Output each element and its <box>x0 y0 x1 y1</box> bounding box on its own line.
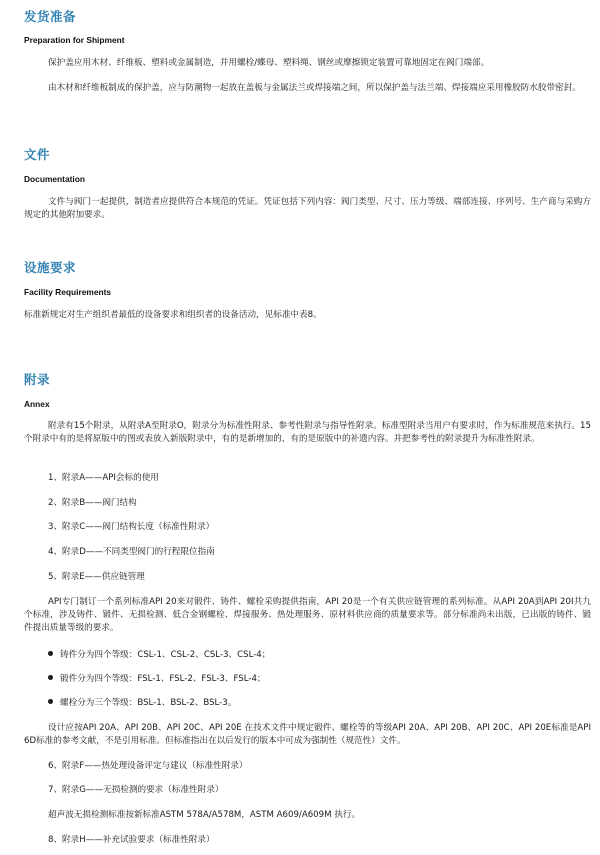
bullet-item <box>48 649 270 662</box>
bullet-icon <box>48 651 53 656</box>
paragraph: 保护盖应用木材、纤维板、塑料或金属制造，并用螺栓/蝶母、塑料绳、钢丝或摩擦锁定装置可靠地固定在阀门端部。 <box>48 58 490 68</box>
paragraph: 超声波无损检测标准按新标准ASTM 578A/A578M，ASTM A609/A609M 执行。 <box>48 810 361 820</box>
list-item: 3、附录C——阀门结构长度（标准性附录） <box>48 522 215 532</box>
section-title-facility: 设施要求 <box>24 260 77 275</box>
list-item: 4、附录D——不同类型阀门的行程限位指南 <box>48 547 215 557</box>
section-title-documentation: 文件 <box>24 147 51 162</box>
section-subtitle-facility: Facility Requirements <box>24 287 112 297</box>
list-item: 8、附录H——补充试验要求（标准性附录） <box>48 835 215 845</box>
bullet-item <box>48 697 236 710</box>
paragraph: API专门制订一个系列标准API 20来对锻件、铸件、螺栓采购提供指南，API 20是一个有关供应链管理的系列标准。从API 20A到API 20I共九个标准，涉及铸件、锻件、无损检测、低合金钢螺栓、焊接服务、热处理服务、原材料供应商的质量要求等。部分标准尚未出版，已出版的铸件、锻件提出质量等级的要求。 <box>24 597 591 633</box>
paragraph: 由木材和纤维板制成的保护盖，应与防潮物一起放在盖板与金属法兰或焊接端之间，所以保护盖与法兰端、焊接端应采用橡胶防水胶带密封。 <box>48 83 581 93</box>
list-item: 1、附录A——API会标的使用 <box>48 473 159 483</box>
section-title-shipment: 发货准备 <box>24 9 77 24</box>
paragraph: 附录有15个附录，从附录A至附录O，附录分为标准性附录、参考性附录与指导性附录。标准型附录当用户有要求时，作为标准规范来执行。15个附录中有的是将原版中的图或表放入新版附录中，有的是新增加的，有的是原版中的补遗内容。并把参考性的附录提升为标准性附录。 <box>24 421 591 444</box>
bullet-icon <box>48 699 53 704</box>
list-item: 5、附录E——供应链管理 <box>48 572 145 582</box>
bullet-text: 锻件分为四个等级：FSL-1、FSL-2、FSL-3、FSL-4； <box>60 674 266 684</box>
bullet-text: 螺栓分为三个等级：BSL-1、BSL-2、BSL-3。 <box>60 698 237 708</box>
list-item: 2、附录B——阀门结构 <box>48 498 137 508</box>
bullet-text: 铸件分为四个等级：CSL-1、CSL-2、CSL-3、CSL-4； <box>60 650 271 660</box>
paragraph: 文件与阀门一起提供，制造者应提供符合本规范的凭证。凭证包括下列内容：阀门类型、尺寸、压力等级、端部连接、序列号、生产商与采购方规定的其他附加要求。 <box>24 197 591 220</box>
list-item: 7、附录G——无损检测的要求（标准性附录） <box>48 785 224 795</box>
bullet-icon <box>48 675 53 680</box>
section-subtitle-shipment: Preparation for Shipment <box>24 35 125 45</box>
list-item: 6、附录F——热处理设备评定与建议（标准性附录） <box>48 761 248 771</box>
section-title-annex: 附录 <box>24 372 51 387</box>
section-subtitle-annex: Annex <box>24 399 50 409</box>
paragraph: 标准新规定对生产组织者最低的设备要求和组织者的设备活动，见标准中表8。 <box>24 310 322 320</box>
section-subtitle-documentation: Documentation <box>24 174 85 184</box>
paragraph: 设计应按API 20A、API 20B、API 20C、API 20E 在技术文件中规定锻件、螺栓等的等级API 20A、API 20B、API 20C、API 20E标准是API 6D标准的参考文献，不是引用标准。但标准指出在以后发行的版本中可成为强制性（规范性）文件。 <box>24 723 591 746</box>
bullet-item <box>48 673 266 686</box>
